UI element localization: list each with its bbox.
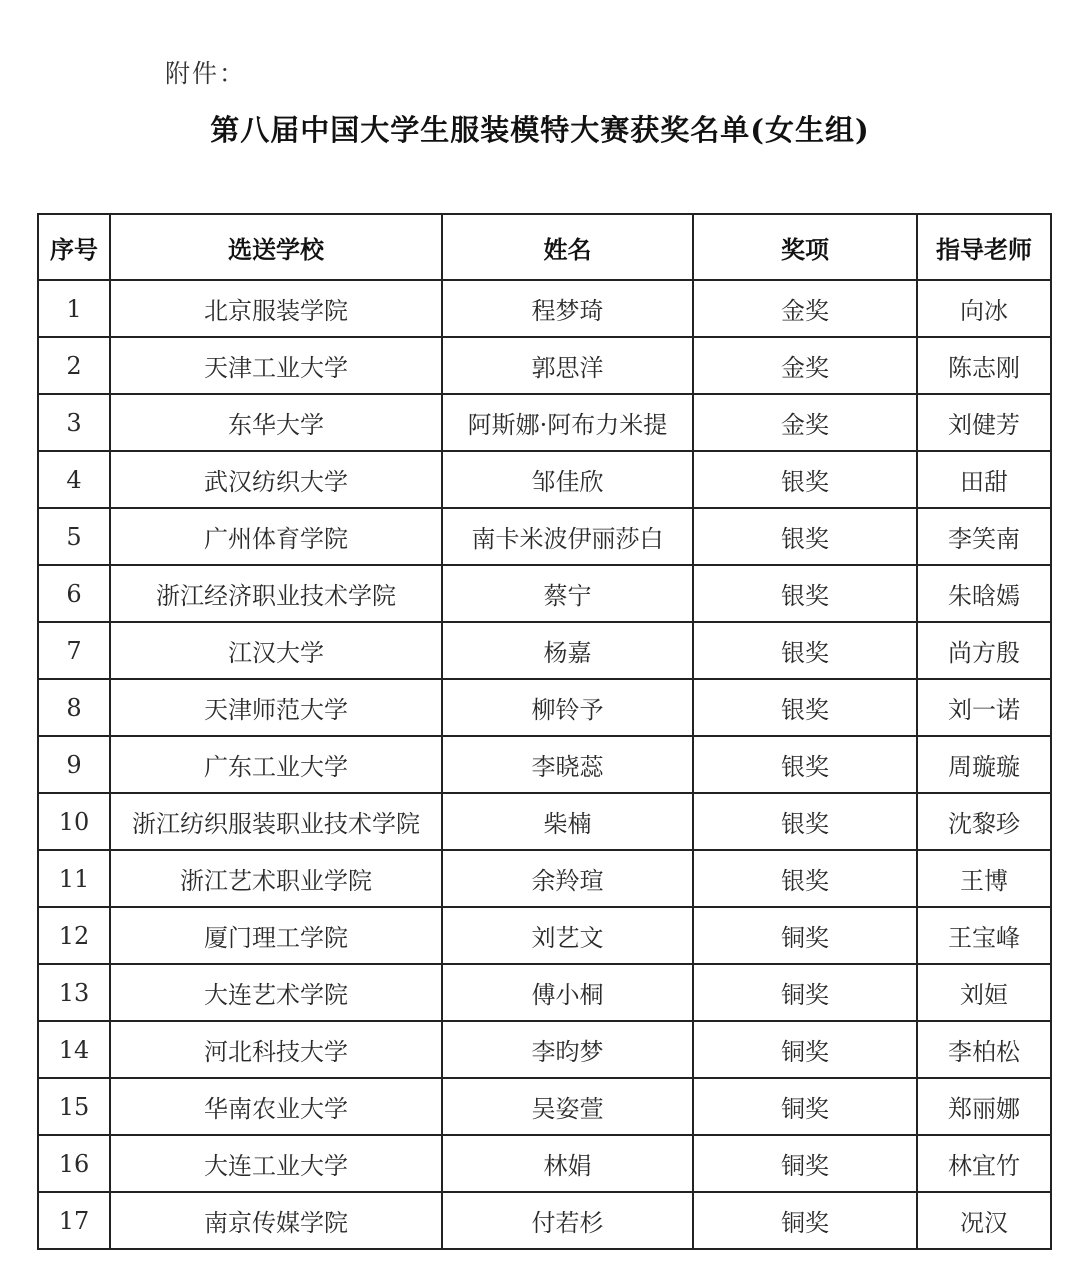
cell-name: 余羚瑄 [442,850,693,907]
cell-school: 大连工业大学 [110,1135,442,1192]
cell-school: 浙江经济职业技术学院 [110,565,442,622]
cell-teacher: 刘一诺 [917,679,1051,736]
cell-award: 银奖 [693,736,917,793]
header-name: 姓名 [442,214,693,280]
cell-index: 9 [38,736,110,793]
table-row [38,850,1051,907]
header-teacher: 指导老师 [917,214,1051,280]
cell-teacher: 李笑南 [917,508,1051,565]
cell-award: 银奖 [693,679,917,736]
table-row [38,736,1051,793]
table-row [38,394,1051,451]
cell-teacher: 向冰 [917,280,1051,337]
cell-school: 华南农业大学 [110,1078,442,1135]
cell-index: 5 [38,508,110,565]
table-row [38,1192,1051,1249]
cell-school: 东华大学 [110,394,442,451]
cell-index: 14 [38,1021,110,1078]
cell-school: 南京传媒学院 [110,1192,442,1249]
cell-name: 李晓蕊 [442,736,693,793]
cell-school: 浙江纺织服装职业技术学院 [110,793,442,850]
cell-name: 柴楠 [442,793,693,850]
cell-award: 铜奖 [693,964,917,1021]
cell-name: 刘艺文 [442,907,693,964]
cell-index: 3 [38,394,110,451]
cell-school: 天津师范大学 [110,679,442,736]
cell-school: 广东工业大学 [110,736,442,793]
cell-award: 金奖 [693,280,917,337]
cell-teacher: 朱晗嫣 [917,565,1051,622]
cell-award: 铜奖 [693,1021,917,1078]
table-row [38,907,1051,964]
cell-award: 银奖 [693,622,917,679]
cell-school: 武汉纺织大学 [110,451,442,508]
table-row [38,280,1051,337]
cell-index: 16 [38,1135,110,1192]
cell-award: 铜奖 [693,1192,917,1249]
table-row [38,337,1051,394]
cell-teacher: 况汉 [917,1192,1051,1249]
cell-teacher: 周璇璇 [917,736,1051,793]
header-index: 序号 [38,214,110,280]
cell-name: 阿斯娜·阿布力米提 [442,394,693,451]
cell-name: 林娟 [442,1135,693,1192]
table-header-row [38,214,1051,280]
table-row [38,451,1051,508]
cell-teacher: 王博 [917,850,1051,907]
cell-index: 12 [38,907,110,964]
document-title: 第八届中国大学生服装模特大赛获奖名单(女生组) [210,113,870,147]
cell-teacher: 李柏松 [917,1021,1051,1078]
cell-teacher: 尚方殷 [917,622,1051,679]
cell-name: 程梦琦 [442,280,693,337]
cell-teacher: 田甜 [917,451,1051,508]
cell-teacher: 陈志刚 [917,337,1051,394]
cell-award: 铜奖 [693,1078,917,1135]
table-row [38,1135,1051,1192]
cell-school: 江汉大学 [110,622,442,679]
cell-index: 6 [38,565,110,622]
award-table [37,213,1052,1250]
cell-index: 13 [38,964,110,1021]
table-body [38,280,1051,1249]
cell-school: 浙江艺术职业学院 [110,850,442,907]
cell-award: 银奖 [693,793,917,850]
cell-name: 柳铃予 [442,679,693,736]
cell-teacher: 沈黎珍 [917,793,1051,850]
cell-index: 1 [38,280,110,337]
cell-name: 李昀梦 [442,1021,693,1078]
cell-teacher: 刘姮 [917,964,1051,1021]
table-row [38,622,1051,679]
table-row [38,508,1051,565]
cell-school: 厦门理工学院 [110,907,442,964]
cell-school: 北京服装学院 [110,280,442,337]
cell-award: 银奖 [693,451,917,508]
cell-index: 2 [38,337,110,394]
table-row [38,1078,1051,1135]
cell-school: 天津工业大学 [110,337,442,394]
cell-school: 河北科技大学 [110,1021,442,1078]
cell-index: 10 [38,793,110,850]
cell-name: 吴姿萱 [442,1078,693,1135]
cell-index: 15 [38,1078,110,1135]
cell-index: 7 [38,622,110,679]
cell-name: 南卡米波伊丽莎白 [442,508,693,565]
cell-name: 郭思洋 [442,337,693,394]
cell-award: 银奖 [693,565,917,622]
attachment-label: 附件： [165,59,247,88]
cell-award: 金奖 [693,337,917,394]
header-school: 选送学校 [110,214,442,280]
cell-award: 金奖 [693,394,917,451]
table-row [38,793,1051,850]
cell-index: 4 [38,451,110,508]
cell-award: 铜奖 [693,907,917,964]
cell-award: 银奖 [693,508,917,565]
cell-teacher: 郑丽娜 [917,1078,1051,1135]
header-award: 奖项 [693,214,917,280]
cell-name: 蔡宁 [442,565,693,622]
cell-name: 杨嘉 [442,622,693,679]
cell-school: 大连艺术学院 [110,964,442,1021]
cell-index: 11 [38,850,110,907]
cell-teacher: 林宜竹 [917,1135,1051,1192]
table-row [38,1021,1051,1078]
cell-name: 邹佳欣 [442,451,693,508]
cell-name: 付若杉 [442,1192,693,1249]
cell-name: 傅小桐 [442,964,693,1021]
cell-teacher: 刘健芳 [917,394,1051,451]
cell-award: 银奖 [693,850,917,907]
cell-teacher: 王宝峰 [917,907,1051,964]
table-row [38,964,1051,1021]
table-row [38,565,1051,622]
cell-index: 17 [38,1192,110,1249]
cell-school: 广州体育学院 [110,508,442,565]
table-row [38,679,1051,736]
cell-index: 8 [38,679,110,736]
cell-award: 铜奖 [693,1135,917,1192]
